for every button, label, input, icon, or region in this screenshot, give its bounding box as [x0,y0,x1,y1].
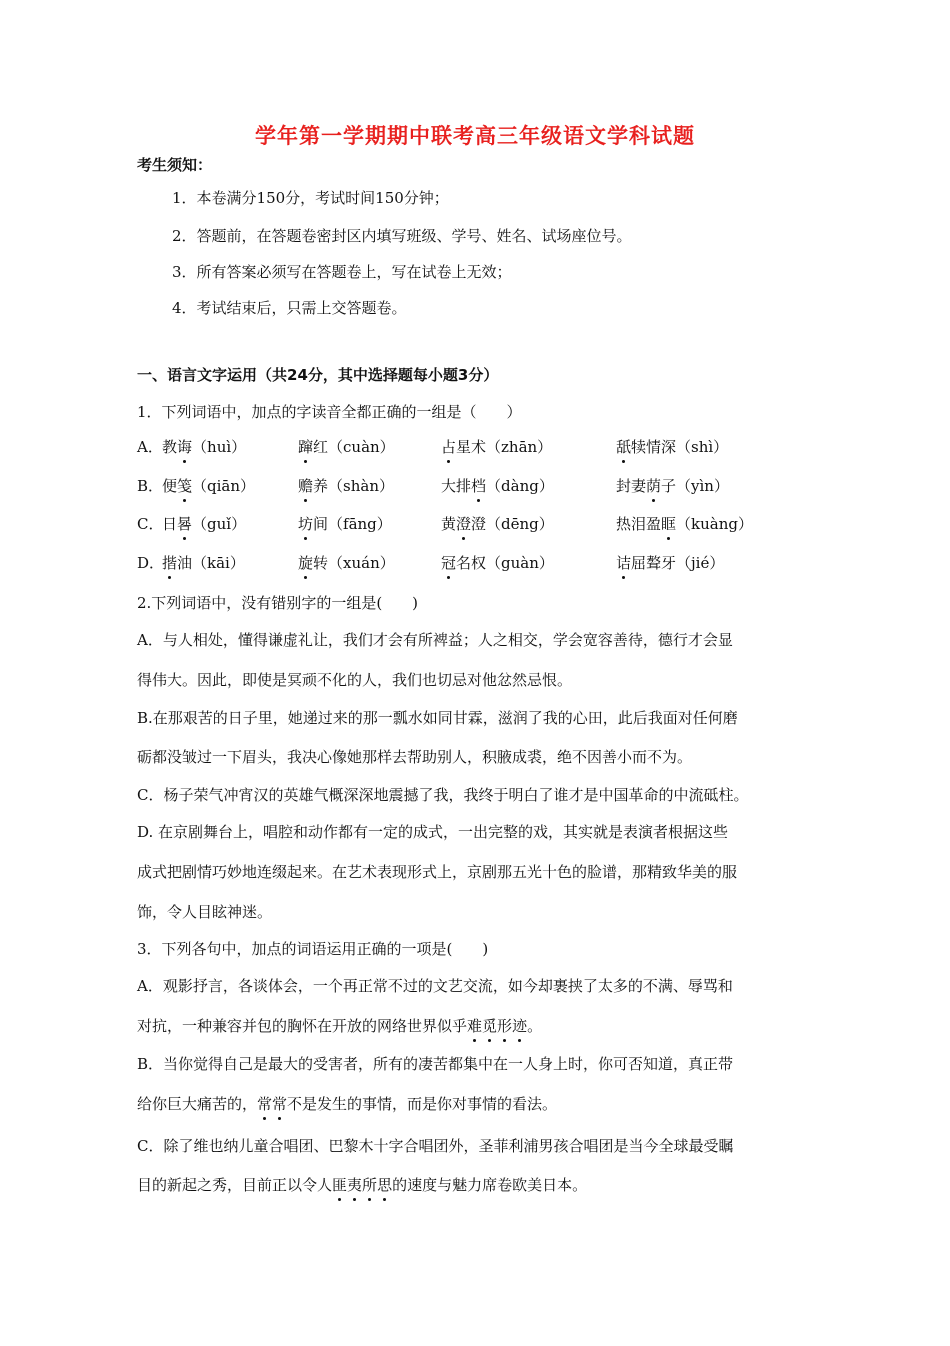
page-title: 学年第一学期期中联考高三年级语文学科试题 [255,124,695,148]
notice-heading: 考生须知： [137,156,213,174]
notice-item: 3．所有答案必须写在答题卷上，写在试卷上无效； [172,263,512,281]
option-word: 舐犊情深（shì） [616,438,729,456]
dotted-char: 形 [497,1017,513,1035]
dotted-char: 思 [377,1176,393,1194]
option-word: 封妻荫子（yìn） [616,477,729,495]
option-label: A． [137,438,163,456]
option-word: 赡养（shàn） [298,477,394,495]
option-word: 冠名权（guàn） [441,554,554,572]
option-word: 黄澄澄（dēng） [441,515,554,533]
question-3-option-c-line: C．除了维也纳儿童合唱团、巴黎木十字合唱团外，圣菲利浦男孩合唱团是当今全球最受瞩 [137,1137,734,1155]
dotted-char: 澄 [456,515,472,533]
dotted-char: 旋 [298,554,314,572]
dotted-char: 荫 [646,477,662,495]
dotted-char: 夷 [347,1176,363,1194]
question-3-option-a-line: 对抗，一种兼容并包的胸怀在开放的网络世界似乎难觅形迹。 [137,1017,543,1035]
dotted-char: 常 [272,1095,288,1113]
dotted-char: 揩 [162,554,178,572]
section-heading: 一、语言文字运用（共24分，其中选择题每小题3分） [137,366,499,384]
dotted-char: 觅 [482,1017,498,1035]
question-2-text-line: D. 在京剧舞台上，唱腔和动作都有一定的成式，一出完整的戏，其实就是表演者根据这些 [137,823,729,841]
dotted-char: 诲 [177,438,193,456]
option-word: 蹿红（cuàn） [298,438,395,456]
dotted-char: 占 [441,438,457,456]
dotted-char: 晷 [177,515,193,533]
dotted-char: 档 [471,477,487,495]
dotted-char: 迹 [512,1017,528,1035]
option-label: C． [137,515,164,533]
dotted-char: 所 [362,1176,378,1194]
dotted-char: 笺 [177,477,193,495]
dotted-char: 匪 [332,1176,348,1194]
dotted-char: 坊 [298,515,314,533]
option-word: 大排档（dàng） [441,477,554,495]
dotted-char: 难 [467,1017,483,1035]
question-2-stem: 2.下列词语中，没有错别字的一组是( ) [137,594,419,612]
option-word: 便笺（qiān） [162,477,256,495]
option-word: 坊间（fāng） [298,515,392,533]
dotted-char: 蹿 [298,438,314,456]
question-2-text-line: 成式把剧情巧妙地连缀起来。在艺术表现形式上，京剧那五光十色的脸谱，那精致华美的服 [137,863,738,881]
dotted-char: 诘 [616,554,632,572]
question-2-text-line: C．杨子荣气冲宵汉的英雄气概深深地震撼了我，我终于明白了谁才是中国革命的中流砥柱。 [137,786,749,804]
question-3-option-a-line: A．观影抒言，各谈体会，一个再正常不过的文艺交流，如今却裹挟了太多的不满、辱骂和 [137,977,733,995]
option-label: D． [137,554,165,572]
option-word: 教诲（huì） [162,438,247,456]
dotted-char: 舐 [616,438,632,456]
option-word: 日晷（guǐ） [162,515,247,533]
notice-item: 4．考试结束后，只需上交答题卷。 [172,299,407,317]
question-2-text-line: 砺都没皱过一下眉头，我决心像她那样去帮助别人，积腋成裘，绝不因善小而不为。 [137,748,693,766]
question-2-text-line: 得伟大。因此，即使是冥顽不化的人，我们也切忌对他忿然忌恨。 [137,671,573,689]
dotted-char: 冠 [441,554,457,572]
question-3-option-c-line: 目的新起之秀，目前正以令人匪夷所思的速度与魅力席卷欧美日本。 [137,1176,588,1194]
question-1-stem: 1．下列词语中，加点的字读音全都正确的一组是（ ） [137,403,522,421]
question-3-option-b-line: B．当你觉得自己是最大的受害者，所有的凄苦都集中在一人身上时，你可否知道，真正带 [137,1055,734,1073]
question-3-stem: 3．下列各句中，加点的词语运用正确的一项是( ) [137,940,489,958]
dotted-char: 赡 [298,477,314,495]
option-word: 热泪盈眶（kuàng） [616,515,753,533]
question-2-text-line: A．与人相处，懂得谦虚礼让，我们才会有所裨益；人之相交，学会宽容善待，德行才会显 [137,631,733,649]
option-word: 旋转（xuán） [298,554,395,572]
option-word: 揩油（kāi） [162,554,245,572]
dotted-char: 眶 [661,515,677,533]
question-3-option-b-line: 给你巨大痛苦的，常常不是发生的事情，而是你对事情的看法。 [137,1095,558,1113]
question-2-text-line: B.在那艰苦的日子里，她递过来的那一瓢水如同甘霖，滋润了我的心田，此后我面对任何磨 [137,709,738,727]
notice-item: 2．答题前，在答题卷密封区内填写班级、学号、姓名、试场座位号。 [172,227,632,245]
option-label: B． [137,477,164,495]
option-word: 诘屈聱牙（jié） [616,554,725,572]
notice-item: 1．本卷满分150分，考试时间150分钟； [172,189,449,207]
question-2-text-line: 饰，令人目眩神迷。 [137,903,273,921]
dotted-char: 常 [257,1095,273,1113]
option-word: 占星术（zhān） [441,438,553,456]
